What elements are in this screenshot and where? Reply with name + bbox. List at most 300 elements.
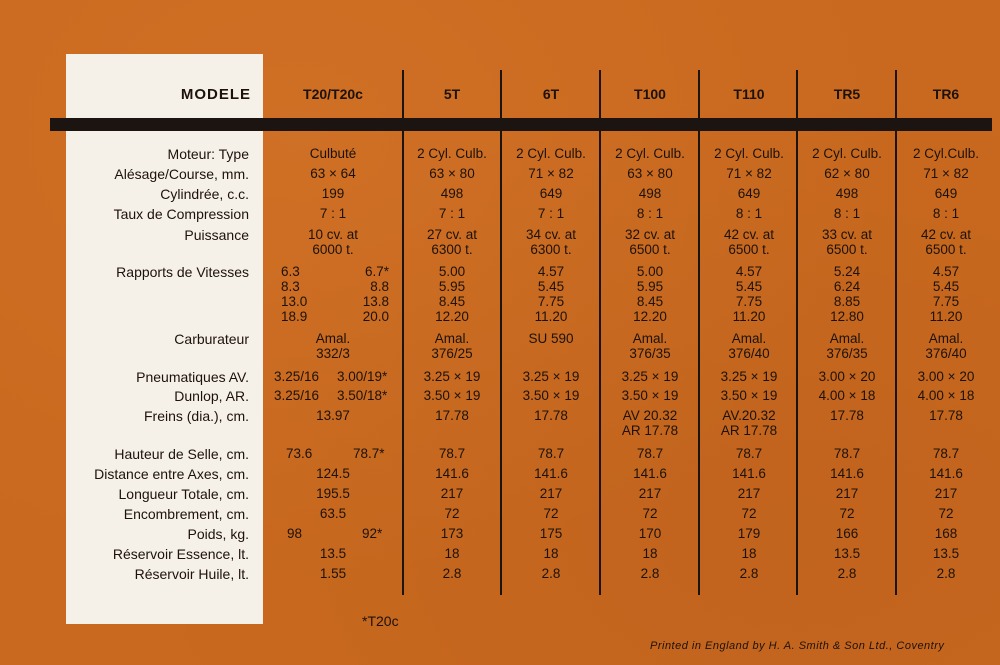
ratio-t20: 18.9 (281, 309, 308, 324)
cell-moteur (699, 146, 799, 161)
cell-encombrement (283, 506, 383, 521)
cell-line: 72 (543, 506, 559, 521)
model-header-6t: 6T (542, 86, 560, 102)
row-label-moteur: Moteur: Type (167, 146, 249, 162)
cell-moteur (797, 146, 897, 161)
cell-alesage (600, 166, 700, 181)
cell-line: 32 cv. at (624, 227, 676, 242)
cell-line: 8 : 1 (735, 206, 763, 221)
cell-longueur (402, 486, 502, 501)
cell-line: 18 (642, 546, 658, 561)
row-label-vitesses: Rapports de Vitesses (116, 264, 249, 280)
cell-pneu_ar-t20c: 3.50/18* (337, 388, 388, 403)
cell-line: 2.8 (640, 566, 660, 581)
row-label-pneu_av: Pneumatiques AV. (136, 369, 249, 385)
cell-line: 141.6 (534, 466, 568, 481)
row-label-alesage: Alésage/Course, mm. (114, 166, 249, 182)
cell-line: 2.8 (442, 566, 462, 581)
cell-compression (699, 206, 799, 221)
cell-encombrement (402, 506, 502, 521)
cell-vitesses (281, 264, 389, 324)
cell-line: 7.75 (537, 294, 565, 309)
cell-line: 17.78 (435, 408, 469, 423)
cell-freins (283, 408, 383, 423)
cell-essence (797, 546, 897, 561)
cell-alesage (402, 166, 502, 181)
cell-line: 2 Cyl. Culb. (714, 146, 784, 161)
cell-line: 4.00 × 18 (917, 388, 975, 403)
cell-freins (896, 408, 996, 423)
cell-line: 2.8 (837, 566, 857, 581)
model-header-tr6: TR6 (932, 86, 960, 102)
model-header-t100: T100 (634, 86, 666, 102)
cell-line: 2.8 (936, 566, 956, 581)
row-label-selle: Hauteur de Selle, cm. (114, 446, 249, 462)
cell-pneu_av (501, 369, 601, 384)
ratio-t20: 6.3 (281, 264, 300, 279)
cell-line: 42 cv. at (723, 227, 775, 242)
cell-line: 4.00 × 18 (818, 388, 876, 403)
cell-line: 10 cv. at (307, 227, 359, 242)
cell-line: 11.20 (929, 309, 963, 324)
cell-line: 3.25 × 19 (423, 369, 481, 384)
cell-vitesses (501, 264, 601, 324)
footnote: *T20c (362, 613, 399, 629)
cell-essence (699, 546, 799, 561)
cell-line: 376/35 (629, 346, 671, 361)
cell-compression (600, 206, 700, 221)
cell-line: 376/40 (925, 346, 967, 361)
cell-line: 42 cv. at (920, 227, 972, 242)
cell-moteur (402, 146, 502, 161)
cell-line: 62 × 80 (824, 166, 870, 181)
cell-line: 2.8 (739, 566, 759, 581)
cell-poids (797, 526, 897, 541)
cell-vitesses (699, 264, 799, 324)
model-header-5t: 5T (443, 86, 461, 102)
cell-poids-t20: 98 (287, 526, 303, 541)
cell-axes (283, 466, 383, 481)
cell-line: 17.78 (830, 408, 864, 423)
cell-line: 2 Cyl. Culb. (417, 146, 487, 161)
cell-line: 3.25 × 19 (522, 369, 580, 384)
cell-longueur (797, 486, 897, 501)
cell-line: 166 (835, 526, 859, 541)
cell-line: 649 (539, 186, 563, 201)
cell-selle (699, 446, 799, 461)
cell-line: 7 : 1 (319, 206, 347, 221)
cell-encombrement (600, 506, 700, 521)
cell-line: 34 cv. at (525, 227, 577, 242)
ratio-line (281, 294, 389, 309)
cell-carburateur (501, 331, 601, 346)
cell-essence (501, 546, 601, 561)
cell-line: 4.57 (537, 264, 565, 279)
cell-pneu_av (600, 369, 700, 384)
cell-line: 63.5 (319, 506, 347, 521)
cell-line: 7.75 (932, 294, 960, 309)
cell-alesage (896, 166, 996, 181)
cell-selle (402, 446, 502, 461)
cell-line: 5.24 (833, 264, 861, 279)
cell-alesage (699, 166, 799, 181)
cell-line: 72 (642, 506, 658, 521)
cell-line: 18 (741, 546, 757, 561)
cell-cylindree (699, 186, 799, 201)
cell-line: 2.8 (541, 566, 561, 581)
cell-line: 199 (321, 186, 345, 201)
cell-encombrement (896, 506, 996, 521)
cell-encombrement (699, 506, 799, 521)
cell-line: 6500 t. (629, 242, 671, 257)
cell-huile (896, 566, 996, 581)
row-label-huile: Réservoir Huile, lt. (134, 566, 249, 582)
cell-line: 3.00 × 20 (818, 369, 876, 384)
cell-huile (600, 566, 700, 581)
cell-line: 217 (835, 486, 859, 501)
ratio-t20c: 6.7* (364, 264, 389, 279)
cell-line: 71 × 82 (923, 166, 969, 181)
ratio-t20c: 8.8 (370, 279, 389, 294)
cell-line: 2 Cyl. Culb. (516, 146, 586, 161)
cell-line: 78.7 (932, 446, 960, 461)
cell-pneu_ar (402, 388, 502, 403)
ratio-line (281, 279, 389, 294)
cell-axes (600, 466, 700, 481)
model-header-t110: T110 (733, 86, 765, 102)
cell-carburateur (896, 331, 996, 361)
cell-line: 124.5 (316, 466, 350, 481)
cell-line: 12.20 (435, 309, 469, 324)
cell-line: 498 (440, 186, 464, 201)
cell-line: 3.50 × 19 (423, 388, 481, 403)
cell-cylindree (501, 186, 601, 201)
ratio-t20: 13.0 (281, 294, 308, 309)
cell-line: 63 × 80 (429, 166, 475, 181)
cell-compression (797, 206, 897, 221)
cell-encombrement (797, 506, 897, 521)
cell-poids (501, 526, 601, 541)
cell-line: 1.55 (319, 566, 347, 581)
cell-line: 71 × 82 (528, 166, 574, 181)
cell-selle (896, 446, 996, 461)
cell-moteur (283, 146, 383, 161)
cell-puissance (283, 227, 383, 257)
cell-line: 3.25 × 19 (720, 369, 778, 384)
cell-essence (402, 546, 502, 561)
cell-line: 72 (839, 506, 855, 521)
ratio-line (281, 264, 389, 279)
cell-line: 649 (934, 186, 958, 201)
cell-line: 498 (835, 186, 859, 201)
cell-line: 376/35 (826, 346, 868, 361)
cell-line: 217 (934, 486, 958, 501)
cell-selle (797, 446, 897, 461)
cell-line: 8 : 1 (833, 206, 861, 221)
row-label-pneu_ar: Dunlop, AR. (174, 388, 249, 404)
cell-line: 78.7 (636, 446, 664, 461)
cell-poids (896, 526, 996, 541)
cell-line: 195.5 (316, 486, 350, 501)
cell-pneu_av-t20: 3.25/16 (274, 369, 320, 384)
cell-line: 141.6 (830, 466, 864, 481)
cell-line: 3.25 × 19 (621, 369, 679, 384)
row-label-essence: Réservoir Essence, lt. (112, 546, 249, 562)
cell-puissance (896, 227, 996, 257)
cell-longueur (501, 486, 601, 501)
cell-puissance (699, 227, 799, 257)
ratio-t20c: 13.8 (362, 294, 389, 309)
cell-line: 78.7 (438, 446, 466, 461)
cell-line: 13.5 (833, 546, 861, 561)
cell-line: 11.20 (732, 309, 766, 324)
cell-compression (283, 206, 383, 221)
cell-essence (896, 546, 996, 561)
cell-alesage (797, 166, 897, 181)
cell-line: 141.6 (435, 466, 469, 481)
cell-carburateur (600, 331, 700, 361)
cell-line: 27 cv. at (426, 227, 478, 242)
cell-axes (896, 466, 996, 481)
cell-line: 7 : 1 (537, 206, 565, 221)
cell-line: 63 × 64 (310, 166, 356, 181)
row-label-poids: Poids, kg. (187, 526, 249, 542)
cell-huile (283, 566, 383, 581)
cell-line: 498 (638, 186, 662, 201)
cell-line: 332/3 (316, 346, 350, 361)
cell-pneu_ar-t20: 3.25/16 (274, 388, 320, 403)
cell-line: AR 17.78 (621, 423, 679, 438)
cell-cylindree (402, 186, 502, 201)
row-label-puissance: Puissance (184, 227, 249, 243)
cell-huile (402, 566, 502, 581)
cell-line: 3.50 × 19 (522, 388, 580, 403)
cell-line: 8.45 (438, 294, 466, 309)
cell-axes (699, 466, 799, 481)
cell-selle-t20: 73.6 (286, 446, 313, 461)
cell-pneu_av (896, 369, 996, 384)
cell-line: 17.78 (929, 408, 963, 423)
cell-line: 5.45 (735, 279, 763, 294)
cell-line: 5.45 (932, 279, 960, 294)
cell-line: Amal. (315, 331, 351, 346)
cell-line: Amal. (632, 331, 668, 346)
cell-line: 3.50 × 19 (621, 388, 679, 403)
cell-vitesses (600, 264, 700, 324)
cell-pneu_ar (797, 388, 897, 403)
cell-line: 6300 t. (530, 242, 572, 257)
cell-line: 72 (938, 506, 954, 521)
cell-line: 2 Cyl. Culb. (812, 146, 882, 161)
cell-longueur (896, 486, 996, 501)
model-header-tr5: TR5 (833, 86, 861, 102)
cell-line: 18 (543, 546, 559, 561)
cell-longueur (699, 486, 799, 501)
cell-line: 376/40 (728, 346, 770, 361)
cell-carburateur (402, 331, 502, 361)
cell-cylindree (600, 186, 700, 201)
cell-line: 3.50 × 19 (720, 388, 778, 403)
cell-line: 11.20 (534, 309, 568, 324)
cell-carburateur (699, 331, 799, 361)
row-label-axes: Distance entre Axes, cm. (94, 466, 249, 482)
cell-line: 3.00 × 20 (917, 369, 975, 384)
cell-puissance (501, 227, 601, 257)
cell-line: 72 (741, 506, 757, 521)
cell-freins (797, 408, 897, 423)
cell-selle-t20c: 78.7* (353, 446, 385, 461)
cell-poids-t20c: 92* (362, 526, 383, 541)
cell-line: 217 (638, 486, 662, 501)
cell-line: 8.45 (636, 294, 664, 309)
cell-poids (699, 526, 799, 541)
cell-pneu_av (797, 369, 897, 384)
cell-line: 5.95 (438, 279, 466, 294)
cell-line: 13.5 (932, 546, 960, 561)
cell-puissance (797, 227, 897, 257)
cell-line: 5.00 (438, 264, 466, 279)
printer-credit: Printed in England by H. A. Smith & Son Ltd., Coventry (650, 640, 945, 652)
cell-compression (501, 206, 601, 221)
cell-line: 376/25 (431, 346, 473, 361)
row-label-longueur: Longueur Totale, cm. (118, 486, 249, 502)
cell-line: SU 590 (528, 331, 574, 346)
cell-pneu_ar (501, 388, 601, 403)
cell-line: 6.24 (833, 279, 861, 294)
cell-pneu_av (699, 369, 799, 384)
ratio-t20: 8.3 (281, 279, 300, 294)
cell-line: 141.6 (929, 466, 963, 481)
cell-line: 33 cv. at (821, 227, 873, 242)
cell-line: 7.75 (735, 294, 763, 309)
cell-freins (402, 408, 502, 423)
cell-line: 71 × 82 (726, 166, 772, 181)
cell-line: 141.6 (732, 466, 766, 481)
row-label-encombrement: Encombrement, cm. (123, 506, 249, 522)
cell-line: 6300 t. (431, 242, 473, 257)
cell-line: 217 (539, 486, 563, 501)
cell-pneu_av-t20c: 3.00/19* (337, 369, 388, 384)
header-divider-bar (50, 118, 992, 131)
cell-axes (402, 466, 502, 481)
row-label-cylindree: Cylindrée, c.c. (160, 186, 249, 202)
cell-line: 217 (440, 486, 464, 501)
cell-vitesses (797, 264, 897, 324)
cell-puissance (600, 227, 700, 257)
cell-line: 175 (539, 526, 563, 541)
cell-line: 63 × 80 (627, 166, 673, 181)
modele-label: MODELE (180, 86, 251, 103)
cell-line: 170 (638, 526, 662, 541)
cell-longueur (283, 486, 383, 501)
cell-line: AV.20.32 (722, 408, 776, 423)
cell-poids (402, 526, 502, 541)
cell-cylindree (797, 186, 897, 201)
cell-line: 12.20 (633, 309, 667, 324)
cell-line: 17.78 (534, 408, 568, 423)
cell-line: 13.5 (319, 546, 347, 561)
cell-encombrement (501, 506, 601, 521)
cell-line: 72 (444, 506, 460, 521)
cell-line: 8.85 (833, 294, 861, 309)
cell-compression (896, 206, 996, 221)
cell-line: Amal. (829, 331, 865, 346)
cell-puissance (402, 227, 502, 257)
row-label-carburateur: Carburateur (174, 331, 249, 347)
cell-line: 5.00 (636, 264, 664, 279)
cell-alesage (501, 166, 601, 181)
cell-line: 78.7 (833, 446, 861, 461)
cell-line: 18 (444, 546, 460, 561)
cell-line: 78.7 (735, 446, 763, 461)
cell-line: AV 20.32 (622, 408, 678, 423)
cell-longueur (600, 486, 700, 501)
cell-axes (501, 466, 601, 481)
cell-moteur (896, 146, 996, 161)
cell-line: 179 (737, 526, 761, 541)
cell-line: 7 : 1 (438, 206, 466, 221)
cell-line: 4.57 (735, 264, 763, 279)
cell-huile (501, 566, 601, 581)
cell-cylindree (283, 186, 383, 201)
ratio-t20c: 20.0 (362, 309, 389, 324)
cell-carburateur (797, 331, 897, 361)
cell-line: Amal. (928, 331, 964, 346)
cell-alesage (283, 166, 383, 181)
cell-essence (600, 546, 700, 561)
cell-line: 4.57 (932, 264, 960, 279)
cell-compression (402, 206, 502, 221)
cell-freins (699, 408, 799, 438)
cell-line: Amal. (731, 331, 767, 346)
cell-essence (283, 546, 383, 561)
cell-line: 5.45 (537, 279, 565, 294)
cell-pneu_av (402, 369, 502, 384)
cell-pneu_ar (699, 388, 799, 403)
cell-line: 78.7 (537, 446, 565, 461)
cell-line: AR 17.78 (720, 423, 778, 438)
cell-line: Culbuté (309, 146, 357, 161)
cell-moteur (600, 146, 700, 161)
cell-line: 2 Cyl.Culb. (912, 146, 980, 161)
cell-vitesses (896, 264, 996, 324)
cell-line: 5.95 (636, 279, 664, 294)
cell-vitesses (402, 264, 502, 324)
cell-line: 13.97 (316, 408, 350, 423)
cell-cylindree (896, 186, 996, 201)
cell-axes (797, 466, 897, 481)
cell-moteur (501, 146, 601, 161)
cell-selle (501, 446, 601, 461)
cell-line: 6000 t. (312, 242, 354, 257)
row-label-freins: Freins (dia.), cm. (143, 408, 249, 424)
cell-line: 217 (737, 486, 761, 501)
cell-huile (797, 566, 897, 581)
cell-poids (600, 526, 700, 541)
cell-line: 173 (440, 526, 464, 541)
cell-freins (501, 408, 601, 423)
model-header-t20-t20c: T20/T20c (303, 86, 363, 102)
cell-line: 8 : 1 (636, 206, 664, 221)
cell-line: 141.6 (633, 466, 667, 481)
cell-selle (600, 446, 700, 461)
cell-huile (699, 566, 799, 581)
cell-line: 6500 t. (826, 242, 868, 257)
cell-line: 8 : 1 (932, 206, 960, 221)
row-label-compression: Taux de Compression (113, 206, 249, 222)
cell-line: Amal. (434, 331, 470, 346)
ratio-line (281, 309, 389, 324)
